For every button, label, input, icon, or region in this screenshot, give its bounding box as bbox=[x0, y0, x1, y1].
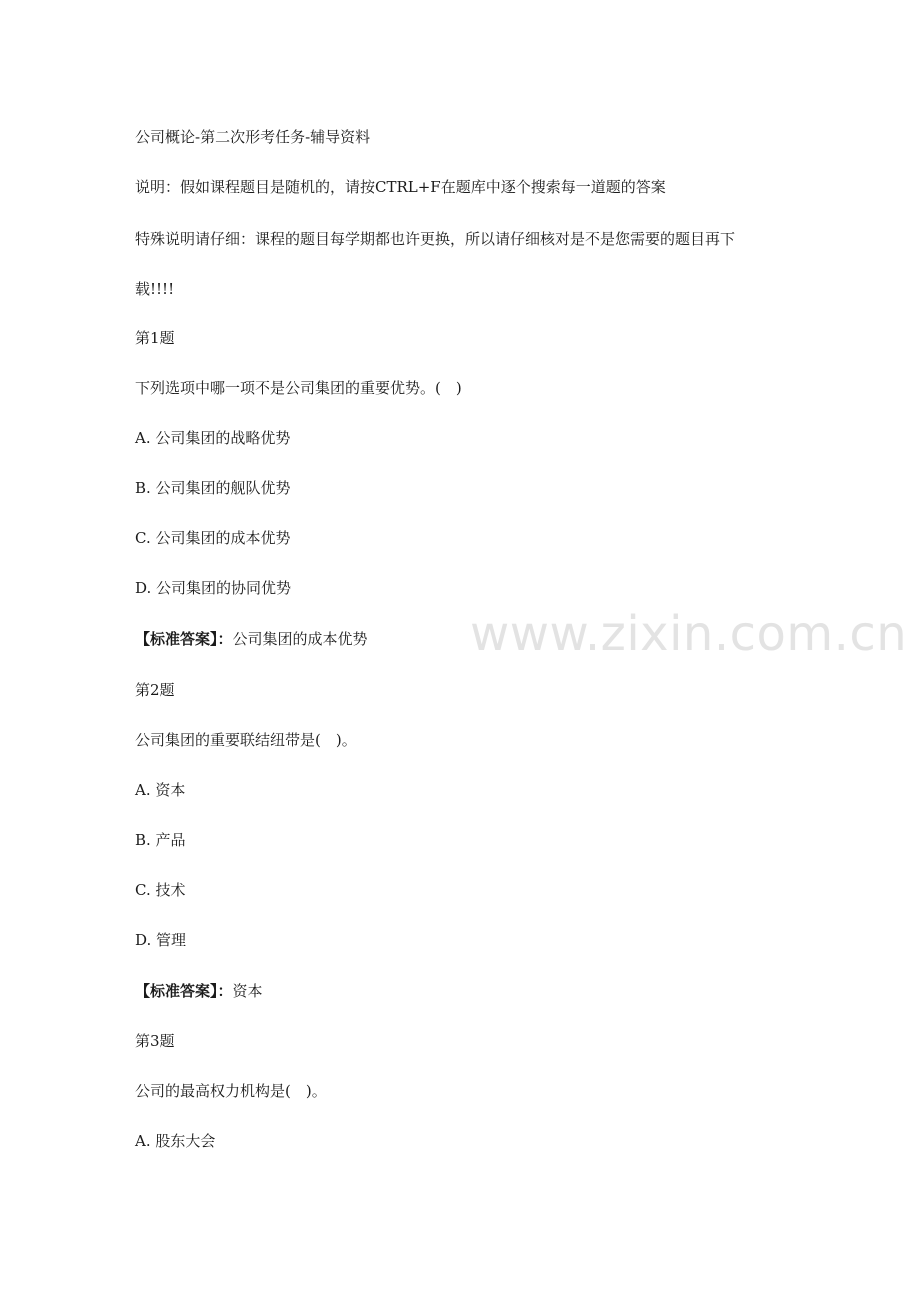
instruction-note: 说明：假如课程题目是随机的，请按CTRL+F在题库中逐个搜索每一道题的答案 bbox=[135, 178, 666, 196]
question-number: 第1题 bbox=[135, 329, 175, 347]
question-stem: 公司集团的重要联结纽带是( )。 bbox=[135, 731, 357, 749]
watermark: www.zixin.com.cn bbox=[470, 606, 908, 662]
answer-label: 【标准答案】： bbox=[135, 630, 233, 648]
option-c: C. 技术 bbox=[135, 881, 186, 899]
question-stem: 下列选项中哪一项不是公司集团的重要优势。( ) bbox=[135, 379, 462, 397]
question-number: 第2题 bbox=[135, 681, 175, 699]
question-number: 第3题 bbox=[135, 1032, 175, 1050]
standard-answer bbox=[135, 981, 263, 1001]
question-stem: 公司的最高权力机构是( )。 bbox=[135, 1082, 327, 1100]
option-d: D. 公司集团的协同优势 bbox=[135, 579, 292, 597]
answer-text: 公司集团的成本优势 bbox=[232, 630, 368, 648]
option-a: A. 公司集团的战略优势 bbox=[135, 429, 291, 447]
standard-answer bbox=[135, 629, 368, 649]
option-c: C. 公司集团的成本优势 bbox=[135, 529, 291, 547]
special-note-line-1: 特殊说明请仔细：课程的题目每学期都也许更换，所以请仔细核对是不是您需要的题目再下 bbox=[135, 230, 736, 248]
option-a: A. 资本 bbox=[135, 781, 186, 799]
document-title: 公司概论-第二次形考任务-辅导资料 bbox=[135, 128, 371, 146]
answer-text: 资本 bbox=[232, 982, 263, 1000]
option-b: B. 公司集团的舰队优势 bbox=[135, 479, 291, 497]
option-d: D. 管理 bbox=[135, 931, 187, 949]
special-note-line-2: 载!!!! bbox=[135, 280, 175, 298]
option-b: B. 产品 bbox=[135, 831, 186, 849]
answer-label: 【标准答案】： bbox=[135, 982, 233, 1000]
option-a: A. 股东大会 bbox=[135, 1132, 216, 1150]
